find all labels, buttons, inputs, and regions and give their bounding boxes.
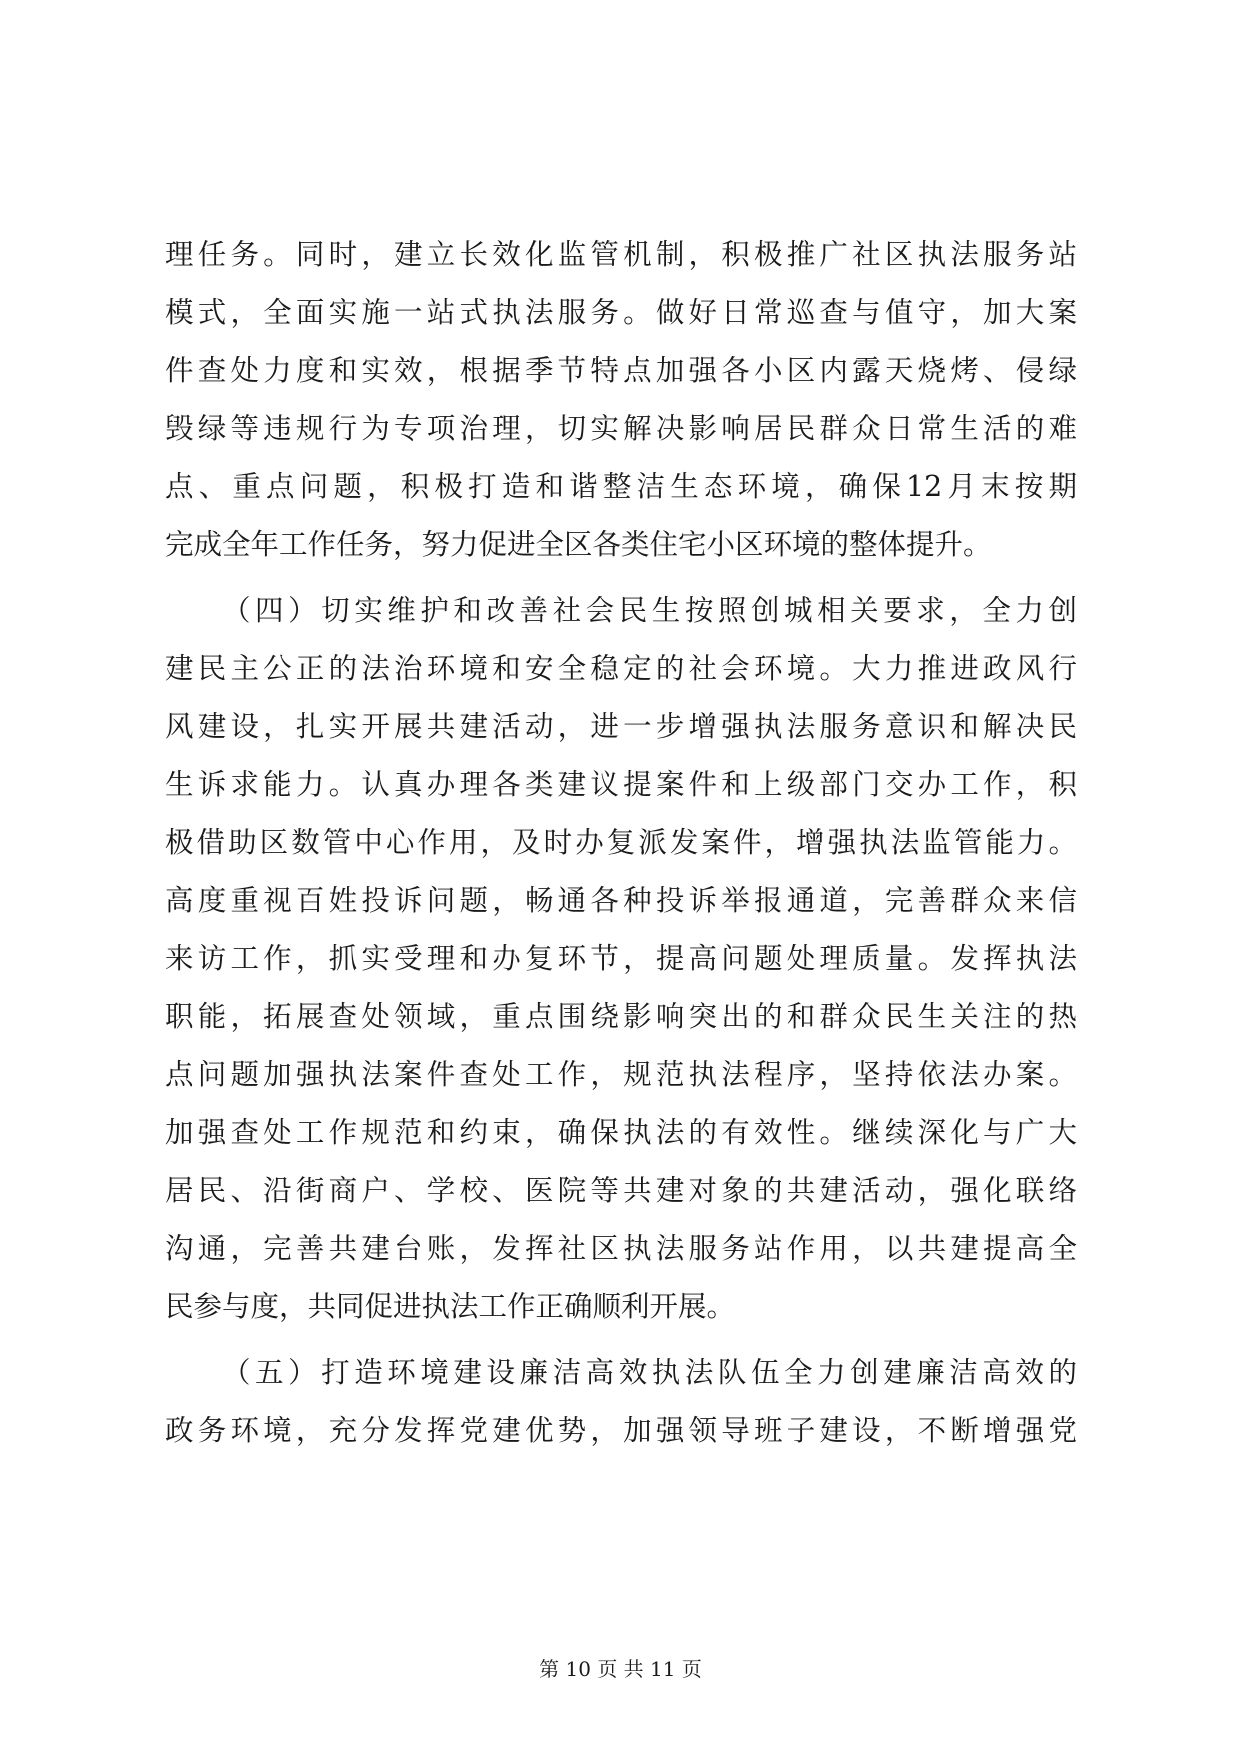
text-line: 沟通，完善共建台账，发挥社区执法服务站作用，以共建提高全: [165, 1232, 1077, 1265]
text-line: 高度重视百姓投诉问题，畅通各种投诉举报通道，完善群众来信: [165, 884, 1077, 917]
text-line: 民参与度，共同促进执法工作正确顺利开展。: [165, 1290, 736, 1323]
text-line: （五）打造环境建设廉洁高效执法队伍全力创建廉洁高效的: [222, 1356, 1077, 1389]
text-line: （四）切实维护和改善社会民生按照创城相关要求，全力创: [222, 594, 1077, 627]
text-line: 职能，拓展查处领域，重点围绕影响突出的和群众民生关注的热: [165, 1000, 1077, 1033]
text-line: 点问题加强执法案件查处工作，规范执法程序，坚持依法办案。: [165, 1058, 1077, 1091]
text-line: 来访工作，抓实受理和办复环节，提高问题处理质量。发挥执法: [165, 942, 1077, 975]
text-line: 毁绿等违规行为专项治理，切实解决影响居民群众日常生活的难: [165, 412, 1077, 445]
text-line: 风建设，扎实开展共建活动，进一步增强执法服务意识和解决民: [165, 710, 1077, 743]
paragraph-gap: [165, 1336, 1077, 1344]
paragraph-2: [165, 582, 1077, 1336]
text-line: 件查处力度和实效，根据季节特点加强各小区内露天烧烤、侵绿: [165, 354, 1077, 387]
text-line: 居民、沿街商户、学校、医院等共建对象的共建活动，强化联络: [165, 1174, 1077, 1207]
text-line: 模式，全面实施一站式执法服务。做好日常巡查与值守，加大案: [165, 296, 1077, 329]
text-line: 极借助区数管中心作用，及时办复派发案件，增强执法监管能力。: [165, 826, 1077, 859]
paragraph-3: [165, 1344, 1077, 1460]
text-line: 理任务。同时，建立长效化监管机制，积极推广社区执法服务站: [165, 238, 1077, 271]
paragraph-gap: [165, 574, 1077, 582]
page-number-footer: 第 10 页 共 11 页: [539, 1657, 702, 1681]
text-line: 生诉求能力。认真办理各类建议提案件和上级部门交办工作，积: [165, 768, 1077, 801]
body-text: [165, 226, 1077, 1460]
text-line: 政务环境，充分发挥党建优势，加强领导班子建设，不断增强党: [165, 1414, 1077, 1447]
text-line: 点、重点问题，积极打造和谐整洁生态环境，确保12月末按期: [165, 470, 1077, 503]
text-line: 建民主公正的法治环境和安全稳定的社会环境。大力推进政风行: [165, 652, 1077, 685]
text-line: 完成全年工作任务，努力促进全区各类住宅小区环境的整体提升。: [165, 528, 992, 561]
text-line: 加强查处工作规范和约束，确保执法的有效性。继续深化与广大: [165, 1116, 1077, 1149]
paragraph-1: [165, 226, 1077, 574]
